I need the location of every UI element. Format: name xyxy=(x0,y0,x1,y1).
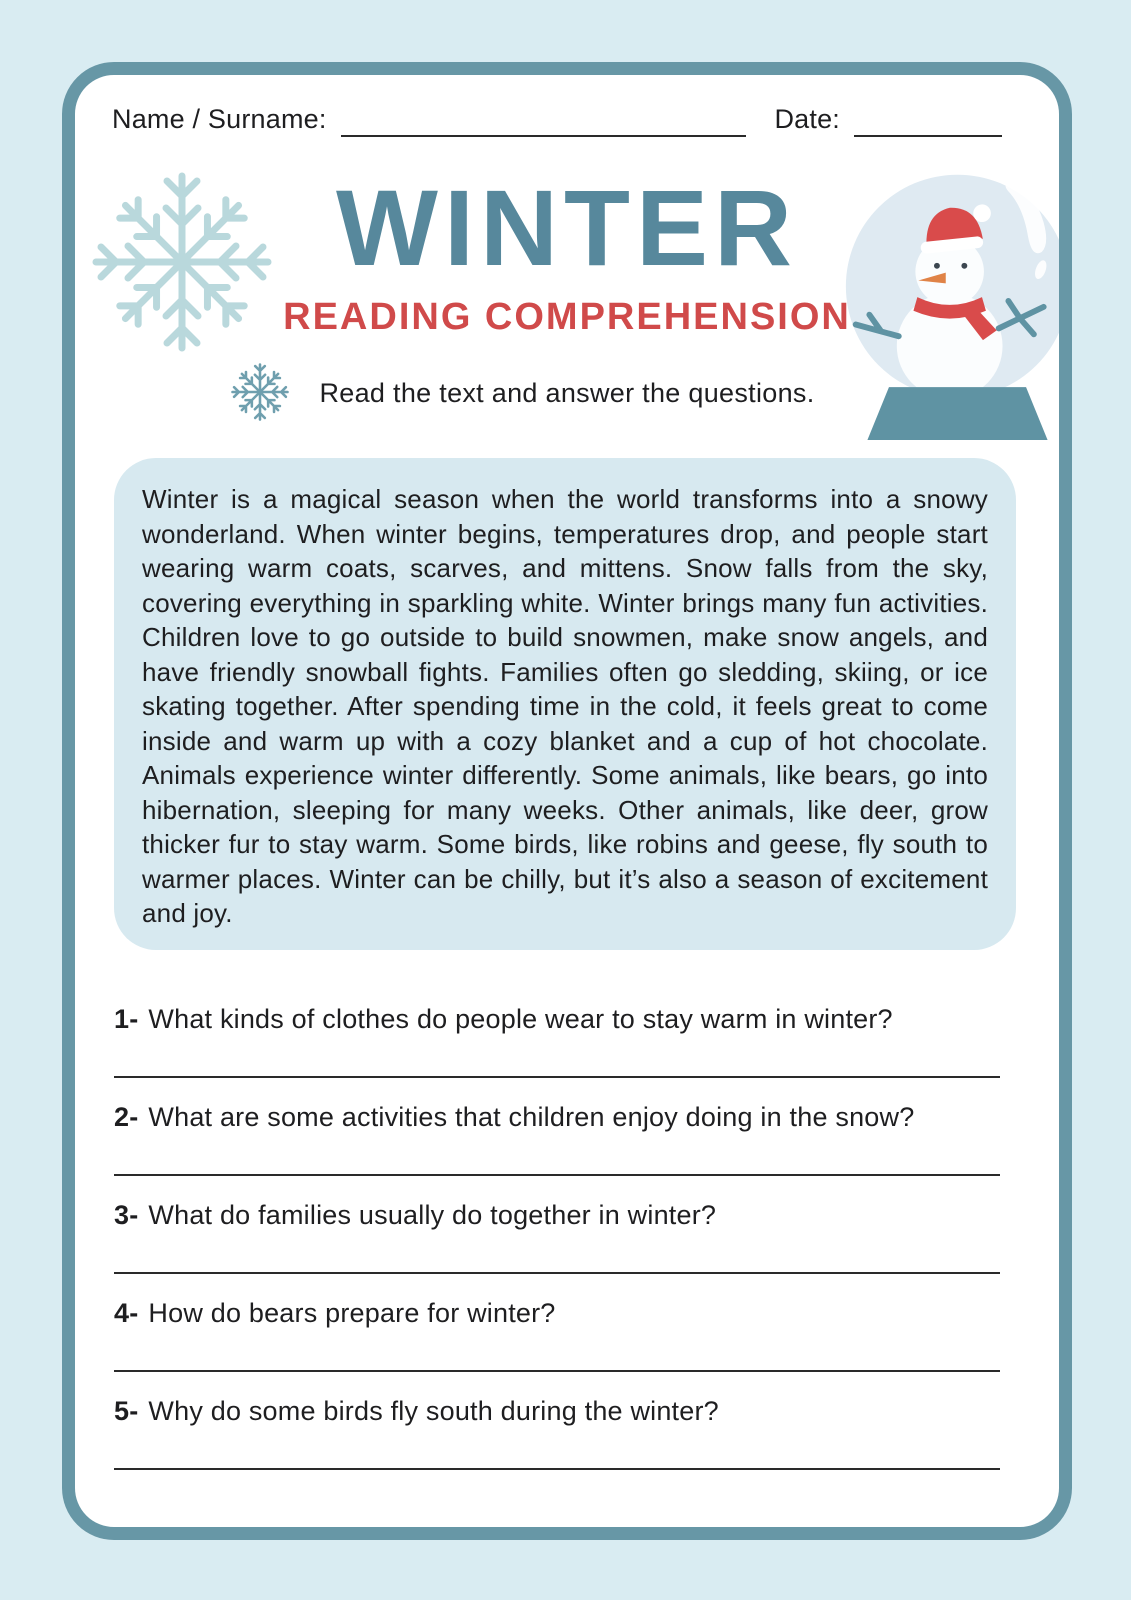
passage-box xyxy=(114,458,1016,950)
page-title: WINTER xyxy=(336,167,798,288)
date-input-line[interactable] xyxy=(854,107,1002,137)
question-row xyxy=(114,1390,1000,1488)
question-text: 1- What kinds of clothes do people wear to stay warm in winter? xyxy=(114,1004,893,1034)
name-input-line[interactable] xyxy=(341,107,747,137)
question-row xyxy=(114,1194,1000,1292)
instruction-text: Read the text and answer the questions. xyxy=(319,378,815,408)
question-row xyxy=(114,998,1000,1096)
question-text: 4- How do bears prepare for winter? xyxy=(114,1298,556,1328)
question-number: 4- xyxy=(114,1298,139,1328)
date-label: Date: xyxy=(774,104,840,134)
question-text: 5- Why do some birds fly south during the winter? xyxy=(114,1396,719,1426)
passage-text: Winter is a magical season when the world transforms into a snowy wonderland. When winter begins, temperatures drop, and people start wearing warm coats, scarves, and mittens. Snow falls from the sky, covering everything in sparkling white. Winter brings many fun activities. Children love to go outside to build snowmen, make snow angels, and have friendly snowball fights. Families often go sledding, skiing, or ice skating together. After spending time in the cold, it feels great to come inside and warm up with a cozy blanket and a cup of hot chocolate. Animals experience winter differently. Some animals, like bears, go into hibernation, sleeping for many weeks. Other animals, like deer, grow thicker fur to stay warm. Some birds, like robins and geese, fly south to warmer places. Winter can be chilly, but it’s also a season of excitement and joy. xyxy=(142,484,988,928)
answer-line[interactable] xyxy=(114,1370,1000,1372)
question-number: 1- xyxy=(114,1004,139,1034)
answer-line[interactable] xyxy=(114,1174,1000,1176)
page-subtitle: READING COMPREHENSION xyxy=(283,296,851,338)
name-label: Name / Surname: xyxy=(112,104,327,134)
question-row xyxy=(114,1096,1000,1194)
snow-globe-snowman-icon xyxy=(840,154,1075,448)
answer-line[interactable] xyxy=(114,1076,1000,1078)
answer-line[interactable] xyxy=(114,1468,1000,1470)
question-text: 3- What do families usually do together in winter? xyxy=(114,1200,717,1230)
question-text: 2- What are some activities that children enjoy doing in the snow? xyxy=(114,1102,915,1132)
question-number: 3- xyxy=(114,1200,139,1230)
question-row xyxy=(114,1292,1000,1390)
worksheet-card xyxy=(62,62,1072,1540)
name-date-row xyxy=(112,104,1002,137)
question-number: 2- xyxy=(114,1102,139,1132)
questions-section xyxy=(114,998,1000,1488)
answer-line[interactable] xyxy=(114,1272,1000,1274)
question-number: 5- xyxy=(114,1396,139,1426)
